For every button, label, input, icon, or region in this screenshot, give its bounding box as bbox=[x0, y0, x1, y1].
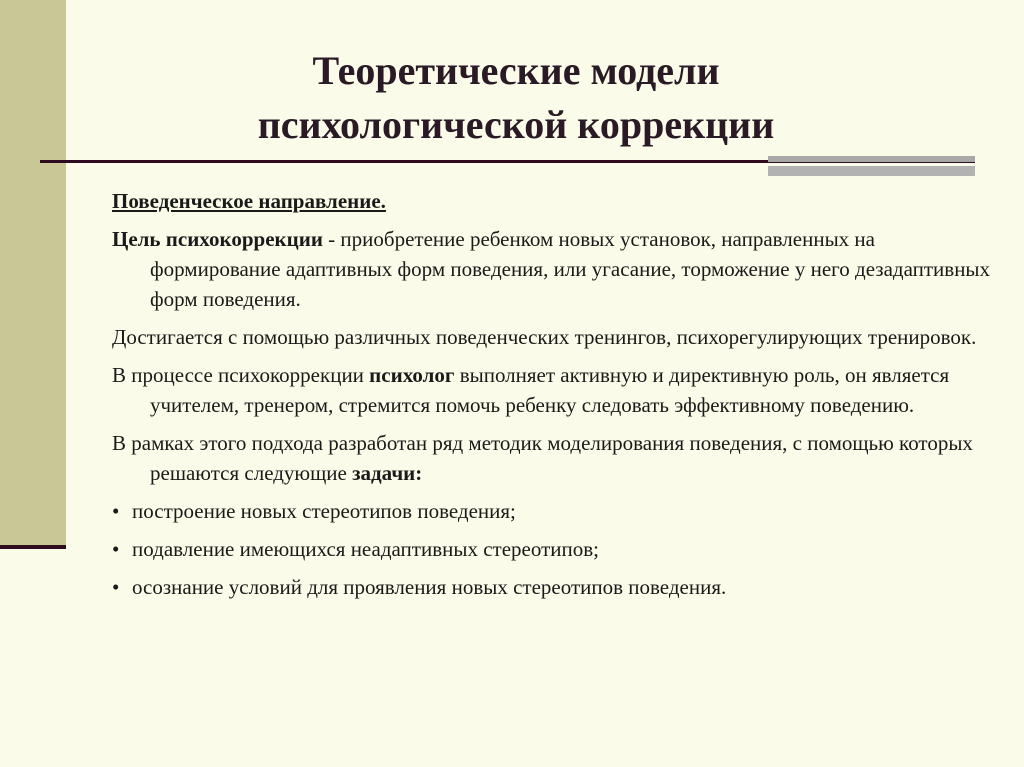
tasks-term: задачи: bbox=[352, 461, 423, 485]
bullet-marker: • bbox=[112, 537, 120, 561]
role-text-post: выполняет активную и директивную роль, он является учителем, тренером, стремится помочь ребенку следовать эффективному поведению. bbox=[150, 363, 950, 417]
goal-text: - приобретение ребенком новых установок, направленных на формирование адаптивных форм поведения, или угасание, торможение у него дезадаптивных форм поведения. bbox=[150, 227, 991, 311]
title-gray-accent-lower bbox=[768, 166, 975, 176]
bullet-marker: • bbox=[112, 499, 120, 523]
slide-title-line-2: психологической коррекции bbox=[257, 102, 775, 147]
slide-title-line-1: Теоретические модели bbox=[312, 48, 720, 93]
list-item bbox=[112, 496, 992, 526]
left-decor-line bbox=[0, 545, 66, 549]
paragraph-method bbox=[112, 322, 992, 352]
list-item-text: построение новых стереотипов поведения; bbox=[132, 499, 516, 523]
left-decor-bar bbox=[0, 0, 66, 549]
psychologist-term: психолог bbox=[369, 363, 455, 387]
paragraph-tasks-intro bbox=[112, 428, 992, 488]
task-list bbox=[112, 496, 992, 602]
list-item bbox=[112, 534, 992, 564]
title-gray-accent bbox=[768, 156, 975, 162]
role-text-pre: В процессе психокоррекции bbox=[112, 363, 370, 387]
method-text: Достигается с помощью различных поведенческих тренингов, психорегулирующих тренировок. bbox=[112, 325, 977, 349]
paragraph-goal bbox=[112, 224, 992, 314]
tasks-intro-text: В рамках этого подхода разработан ряд методик моделирования поведения, с помощью которых решаются следующие bbox=[112, 431, 973, 485]
goal-term: Цель психокоррекции bbox=[112, 227, 323, 251]
list-item bbox=[112, 572, 992, 602]
paragraph-psychologist-role bbox=[112, 360, 992, 420]
list-item-text: осознание условий для проявления новых стереотипов поведения. bbox=[132, 575, 727, 599]
list-item-text: подавление имеющихся неадаптивных стереотипов; bbox=[132, 537, 599, 561]
section-heading: Поведенческое направление. bbox=[112, 189, 386, 213]
slide-title bbox=[66, 44, 966, 152]
slide-content bbox=[112, 186, 992, 610]
bullet-marker: • bbox=[112, 575, 120, 599]
